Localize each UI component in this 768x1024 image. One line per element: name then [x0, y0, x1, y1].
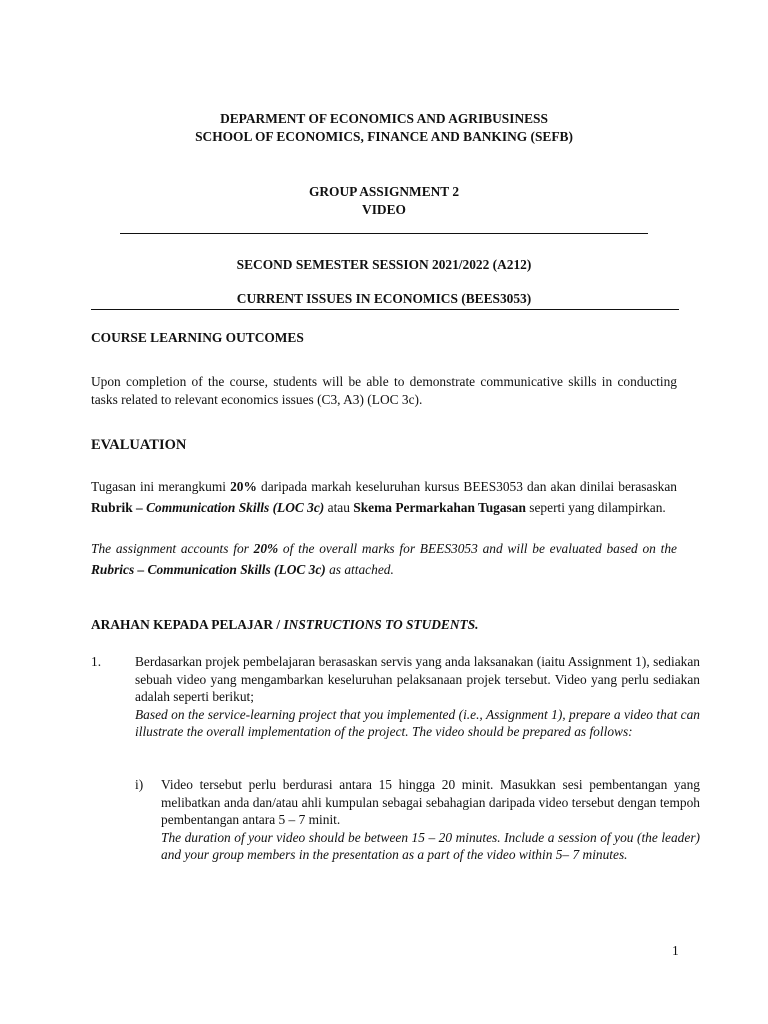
course-title: CURRENT ISSUES IN ECONOMICS (BEES3053) [236, 291, 532, 306]
assignment-title: GROUP ASSIGNMENT 2 [308, 184, 460, 199]
title-divider [120, 233, 648, 234]
assignment-type: VIDEO [362, 202, 406, 217]
instructions-heading: ARAHAN KEPADA PELAJAR / INSTRUCTIONS TO STUDENTS. [91, 617, 479, 632]
clo-text: Upon completion of the course, students will be able to demonstrate communicative skills in conducting tasks related to relevant economics issues (C3, A3) (LOC 3c). [91, 374, 677, 407]
school-title: SCHOOL OF ECONOMICS, FINANCE AND BANKING (SEFB) [195, 129, 573, 144]
item-1-body [135, 653, 700, 741]
subitem-i-english: The duration of your video should be between 15 – 20 minutes. Include a session of you (the leader) and your group members in the presentation as a part of the video within 5– 7 minutes. [161, 829, 700, 862]
evaluation-heading: EVALUATION [91, 437, 187, 453]
item-1-english: Based on the service-learning project that you implemented (i.e., Assignment 1), prepare a video that can illustrate the overall implementation of the project. The video should be prepared as follows: [135, 706, 700, 739]
subitem-i-malay: Video tersebut perlu berdurasi antara 15 hingga 20 minit. Masukkan sesi pembentangan yang melibatkan anda dan/atau ahli kumpulan sebagai sebahagian daripada video tersebut dengan tempoh pembentangan antara 5 – 7 minit. [161, 777, 700, 827]
item-1-malay: Berdasarkan projek pembelajaran berasaskan servis yang anda laksanakan (iaitu Assignment 1), sediakan sebuah video yang mengambarkan keseluruhan pelaksanaan projek tersebut. Video yang perlu sediakan adalah seperti berikut; [135, 654, 700, 704]
evaluation-malay: Tugasan ini merangkumi 20% daripada markah keseluruhan kursus BEES3053 dan akan dinilai berasaskan Rubrik – Communication Skills (LOC 3c) atau Skema Permarkahan Tugasan seperti yang dilampirkan. [91, 479, 677, 515]
subitem-i-body [161, 776, 700, 864]
item-1-number: 1. [91, 654, 102, 669]
subitem-i-number: i) [135, 777, 144, 792]
page-number: 1 [672, 943, 679, 958]
session-title: SECOND SEMESTER SESSION 2021/2022 (A212) [236, 257, 532, 272]
evaluation-english: The assignment accounts for 20% of the overall marks for BEES3053 and will be evaluated based on the Rubrics – Communication Skills (LOC 3c) as attached. [91, 541, 677, 577]
clo-heading: COURSE LEARNING OUTCOMES [91, 330, 304, 345]
course-divider [91, 309, 679, 310]
department-title: DEPARMENT OF ECONOMICS AND AGRIBUSINESS [220, 111, 548, 126]
